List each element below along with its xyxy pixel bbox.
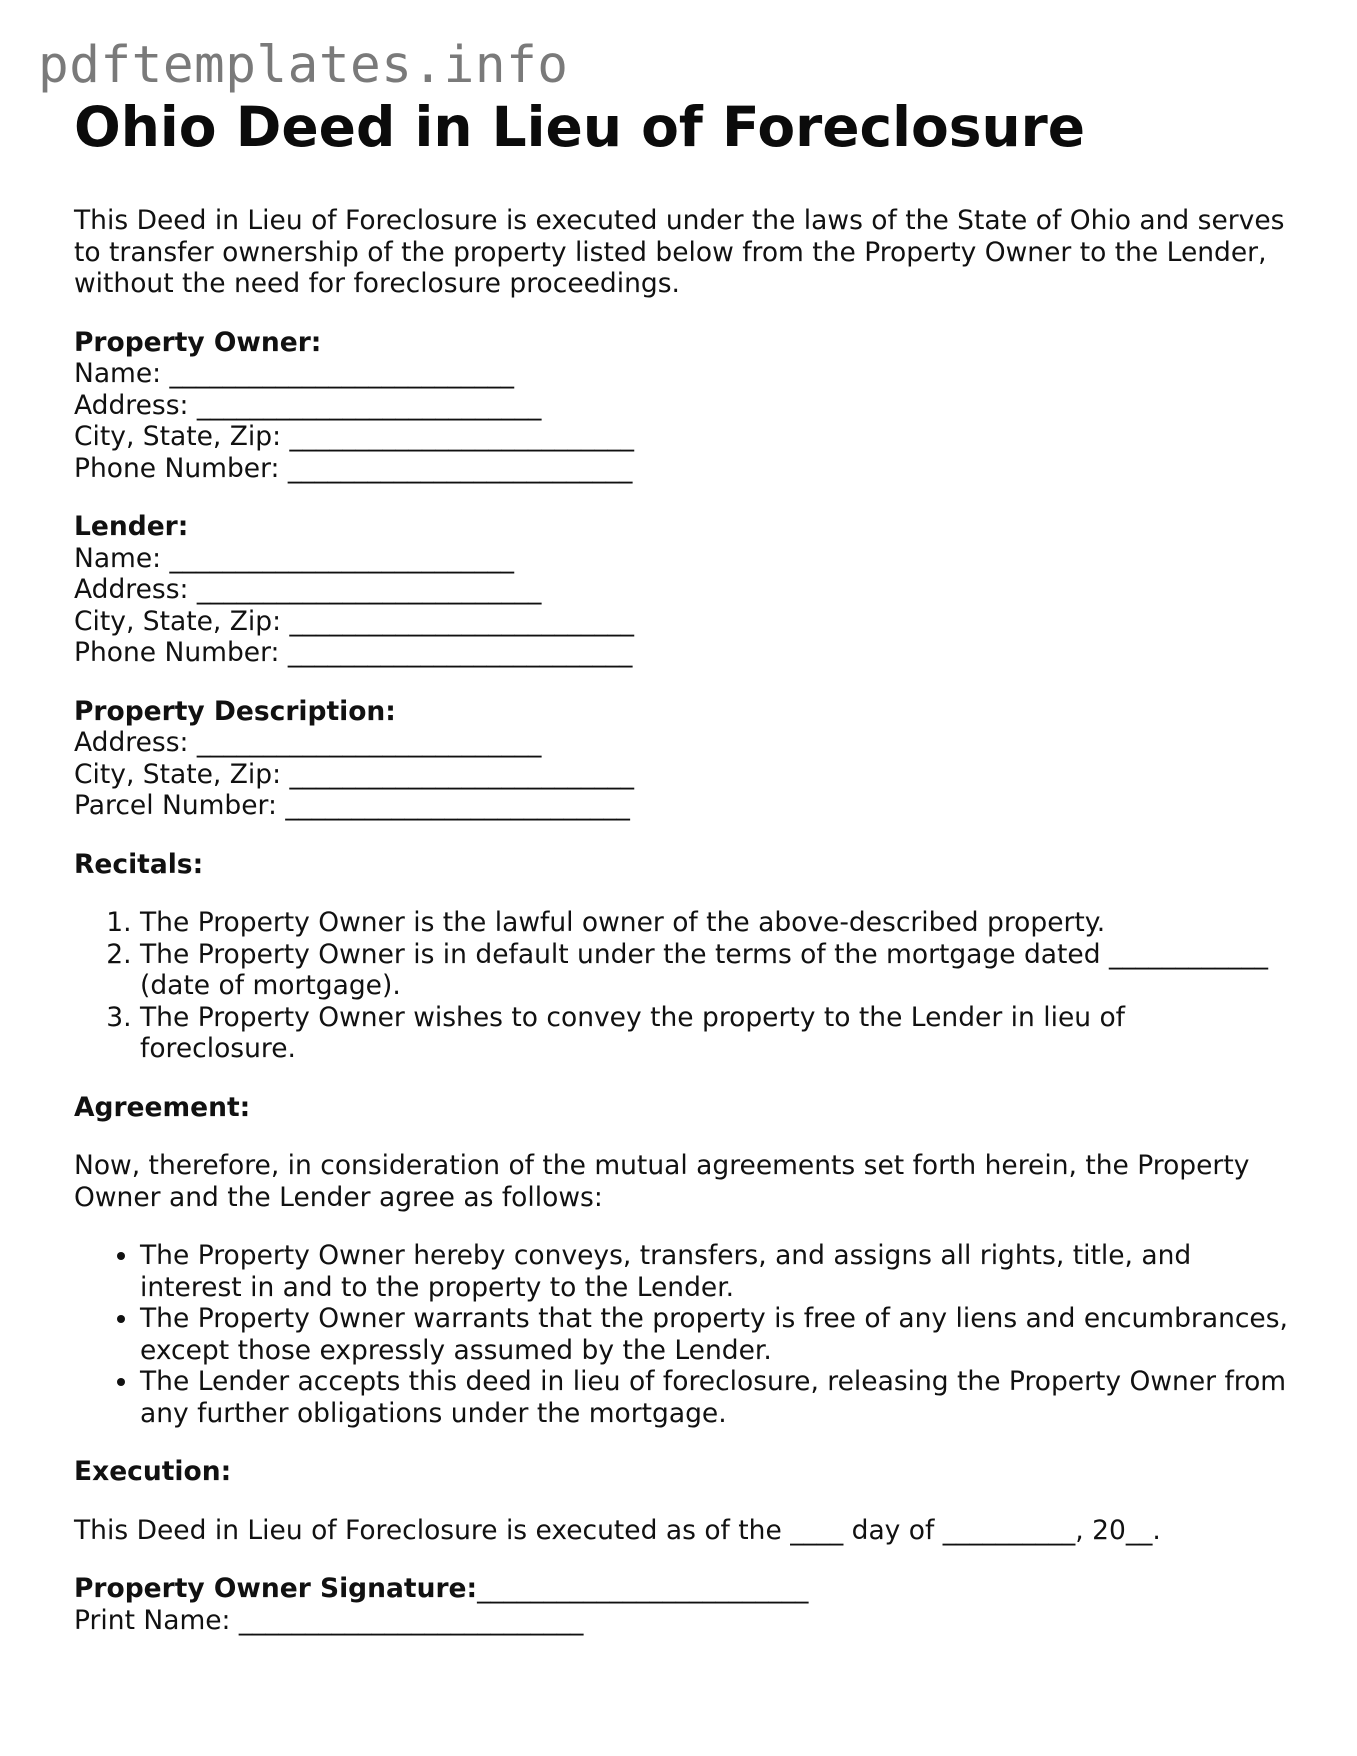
agreement-paragraph: Now, therefore, in consideration of the mutual agreements set forth herein, the Property Owner and the Lender agree as follows: [74,1150,1250,1213]
recitals-heading: Recitals: [74,848,204,880]
list-item: 1. The Property Owner is the lawful owner of the above-described property. [140,907,1289,939]
execution-heading: Execution: [74,1456,232,1487]
list-item: • The Property Owner warrants that the property is free of any liens and encumbrances, except those expressly assumed by the Lender. [140,1303,1289,1366]
agreement-section [74,1092,1289,1430]
owner-address-field[interactable]: Address: __________________________ [74,389,542,421]
agreement-heading: Agreement: [74,1091,251,1123]
list-item: • The Lender accepts this deed in lieu of foreclosure, releasing the Property Owner from any further obligations under the mortgage. [140,1366,1289,1429]
watermark: pdftemplates.info [38,36,569,95]
print-name-field[interactable]: Print Name: __________________________ [74,1604,584,1636]
lender-city-field[interactable]: City, State, Zip: __________________________ [74,605,634,637]
owner-heading: Property Owner: [74,326,322,358]
page-title: Ohio Deed in Lieu of Foreclosure [74,95,1086,159]
owner-name-field[interactable]: Name: __________________________ [74,358,515,389]
execution-date-line[interactable]: This Deed in Lieu of Foreclosure is executed as of the ____ day of __________, 20__. [74,1514,1161,1546]
list-item: • The Property Owner hereby conveys, transfers, and assigns all rights, title, and interest in and to the property to the Lender. [140,1240,1289,1303]
recitals-section [74,849,1289,1065]
execution-section [74,1456,1289,1636]
property-city-field[interactable]: City, State, Zip: __________________________ [74,758,634,790]
lender-name-field[interactable]: Name: __________________________ [74,542,515,574]
owner-section [74,327,1289,485]
lender-phone-field[interactable]: Phone Number: __________________________ [74,637,633,668]
list-item: 3. The Property Owner wishes to convey the property to the Lender in lieu of foreclosure. [140,1002,1289,1065]
owner-city-field[interactable]: City, State, Zip: __________________________ [74,421,634,452]
owner-phone-field[interactable]: Phone Number: __________________________ [74,452,633,484]
property-heading: Property Description: [74,695,396,727]
document [74,94,1289,1636]
lender-heading: Lender: [74,511,189,542]
signature-field[interactable]: _________________________ [477,1573,809,1604]
agreement-list [74,1240,1289,1429]
list-item: 2. The Property Owner is in default under the terms of the mortgage dated ____________ (date of mortgage). [140,939,1289,1002]
lender-section [74,511,1289,669]
signature-label: Property Owner Signature: [74,1573,478,1604]
property-parcel-field[interactable]: Parcel Number: __________________________ [74,790,630,821]
lender-address-field[interactable]: Address: __________________________ [74,574,542,605]
signature-block [74,1573,1289,1636]
property-address-field[interactable]: Address: __________________________ [74,727,542,758]
property-section [74,696,1289,822]
recitals-list [74,907,1289,1065]
intro-paragraph: This Deed in Lieu of Foreclosure is executed under the laws of the State of Ohio and serves to transfer ownership of the property listed below from the Property Owner to the Lender, without the need for foreclosure proceedings. [74,205,1285,299]
